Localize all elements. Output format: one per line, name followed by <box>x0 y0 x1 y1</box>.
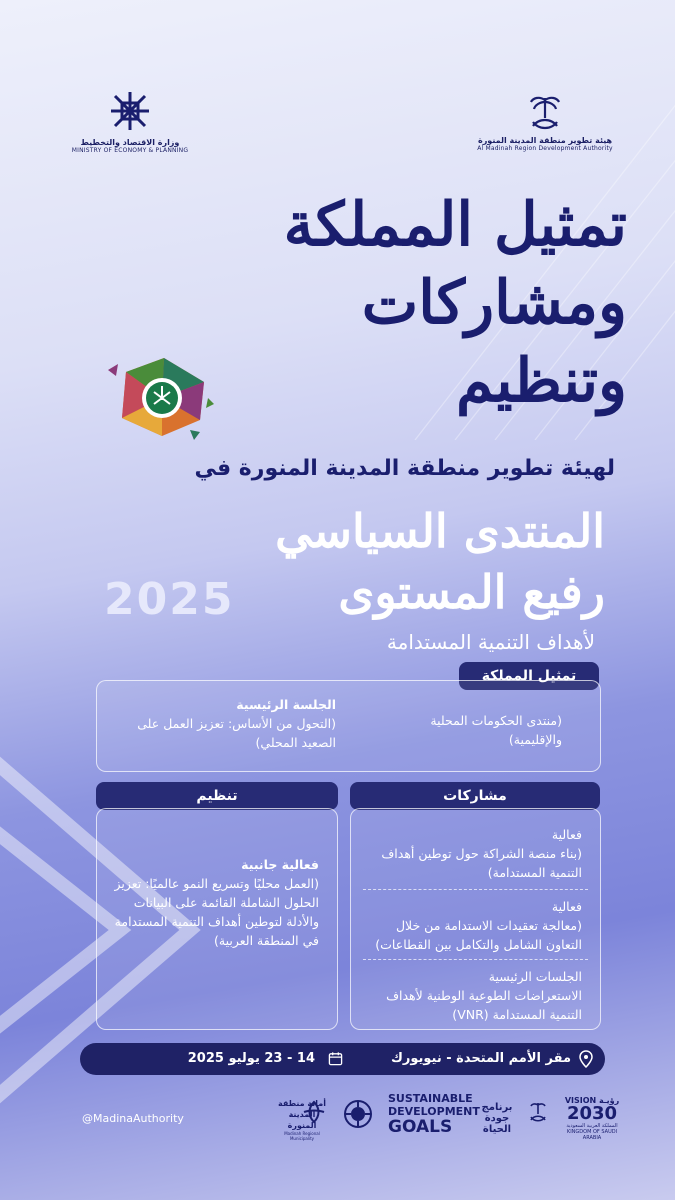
ministry-name-ar: وزارة الاقتصاد والتخطيط <box>80 138 180 147</box>
event-info-bar <box>80 1043 605 1075</box>
participation-item-2-desc: (معالجة تعقيدات الاستدامة من خلال التعاون الشامل والتكامل بين القطاعات) <box>375 918 582 952</box>
calendar-icon <box>328 1051 343 1066</box>
authority-name-ar: هيئة تطوير منطقة المدينة المنورة <box>477 136 613 145</box>
social-handle: @MadinaAuthority <box>82 1112 184 1125</box>
forum-sdg-subtitle: لأهداف التنمية المستدامة <box>386 630 595 654</box>
forum-title-line-1: المنتدى السياسي <box>275 504 605 558</box>
sdg-line-2: DEVELOPMENT <box>388 1105 480 1118</box>
representation-main-session <box>116 695 336 752</box>
organization-item <box>114 855 319 950</box>
sdg-line-1: SUSTAINABLE <box>388 1092 473 1105</box>
participation-item-2 <box>372 897 582 954</box>
divider <box>363 959 588 960</box>
participation-item-1 <box>372 825 582 882</box>
tab-representation: تمثيل المملكة <box>459 662 599 690</box>
main-session-title: الجلسة الرئيسية <box>236 697 336 712</box>
participation-item-3-desc: الاستعراضات الطوعية الوطنية لأهداف التنمية المستدامة (VNR) <box>386 988 582 1022</box>
municipality-emblem-icon <box>302 1100 326 1124</box>
vision-sub: المملكة العربية السعودية KINGDOM OF SAUDI ARABIA <box>566 1123 618 1141</box>
forum-year: 2025 <box>104 574 235 625</box>
participation-item-3 <box>372 967 582 1024</box>
vision-2030-logo <box>560 1096 624 1141</box>
tab-organization: تنظيم <box>96 782 338 810</box>
organization-box <box>96 808 338 1030</box>
subtitle: لهيئة تطوير منطقة المدينة المنورة في <box>194 456 615 481</box>
ministry-logo <box>60 88 200 154</box>
amana-name-en: Madinah Regional Municipality <box>284 1131 320 1141</box>
authority-name-en: Al Madinah Region Development Authority <box>477 145 613 152</box>
organization-item-desc: (العمل محليًا وتسريع النمو عالميًا: تعزيز الحلول الشاملة القائمة على البيانات والأدلة لتوطين أهداف التنمية المستدامة في المنطقة العربية) <box>114 876 319 948</box>
saudi-emblem-logo <box>104 352 214 442</box>
tab-participations: مشاركات <box>350 782 600 810</box>
police-emblem-icon <box>342 1098 374 1130</box>
participation-item-2-title: فعالية <box>551 899 582 914</box>
participation-item-1-title: فعالية <box>551 827 582 842</box>
amana-name-ar: أمانة منطقة المدينة المنورة <box>278 1099 326 1130</box>
forum-title-line-2: رفيع المستوى <box>338 565 605 619</box>
madinah-municipality-logo <box>240 1098 330 1141</box>
headline-line-3: وتنظيم <box>455 346 627 416</box>
sdg-logo <box>388 1092 480 1137</box>
ministry-name-en: MINISTRY OF ECONOMY & PLANNING <box>71 147 189 154</box>
sdg-line-3: GOALS <box>388 1117 453 1137</box>
headline-line-1: تمثيل المملكة <box>283 190 627 260</box>
location-pin-icon <box>579 1050 593 1068</box>
event-location: مقر الأمم المتحدة - نيويورك <box>390 1051 571 1066</box>
vision-top: VISION رؤيـة <box>564 1096 620 1105</box>
palm-swords-icon <box>525 92 565 132</box>
divider <box>363 889 588 890</box>
ministry-emblem-icon <box>107 88 153 134</box>
quality-of-life-logo: برنامج جودة الحياة <box>481 1102 513 1135</box>
authority-logo <box>465 92 625 152</box>
organization-item-title: فعالية جانبية <box>241 857 319 872</box>
representation-box <box>96 680 601 772</box>
participations-box <box>350 808 601 1030</box>
representation-forum-item: (منتدى الحكومات المحلية والإقليمية) <box>430 713 562 747</box>
participation-item-3-title: الجلسات الرئيسية <box>488 969 582 984</box>
saudi-emblem-icon <box>526 1100 550 1124</box>
headline-line-2: ومشاركات <box>361 268 627 338</box>
participation-item-1-desc: (بناء منصة الشراكة حول توطين أهداف التنمية المستدامة) <box>381 846 582 880</box>
vision-year: 2030 <box>566 1103 618 1124</box>
event-date: 14 - 23 يوليو 2025 <box>187 1051 315 1066</box>
main-session-desc: (التحول من الأساس: تعزيز العمل على الصعيد المحلي) <box>137 716 336 750</box>
